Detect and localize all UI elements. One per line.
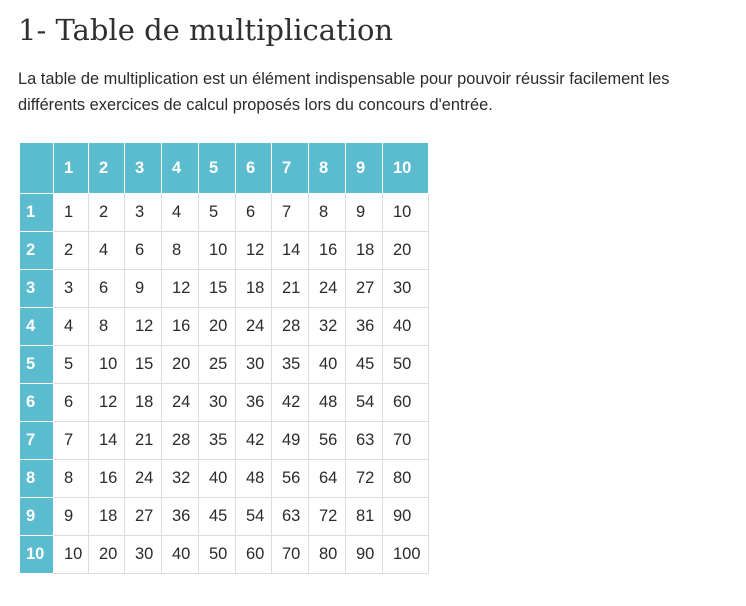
table-cell: 45 [199,498,236,536]
table-cell: 16 [309,232,346,270]
table-cell: 60 [383,384,429,422]
table-corner-cell [20,143,54,194]
row-header: 3 [20,270,54,308]
table-cell: 20 [199,308,236,346]
table-cell: 28 [272,308,309,346]
table-cell: 50 [199,536,236,574]
table-cell: 12 [162,270,199,308]
row-header: 6 [20,384,54,422]
table-cell: 90 [346,536,383,574]
table-cell: 30 [383,270,429,308]
table-header-row [20,143,429,194]
table-cell: 14 [89,422,125,460]
row-header: 9 [20,498,54,536]
table-cell: 12 [236,232,272,270]
table-cell: 40 [199,460,236,498]
table-cell: 24 [125,460,162,498]
table-cell: 49 [272,422,309,460]
table-cell: 16 [89,460,125,498]
table-cell: 18 [125,384,162,422]
table-cell: 2 [89,194,125,232]
table-row [20,194,429,232]
table-cell: 5 [54,346,89,384]
row-header: 10 [20,536,54,574]
table-cell: 64 [309,460,346,498]
table-cell: 70 [383,422,429,460]
table-cell: 3 [125,194,162,232]
table-cell: 30 [199,384,236,422]
row-header: 1 [20,194,54,232]
column-header: 2 [89,143,125,194]
column-header: 4 [162,143,199,194]
table-cell: 15 [199,270,236,308]
table-cell: 16 [162,308,199,346]
table-cell: 42 [236,422,272,460]
table-cell: 40 [162,536,199,574]
table-cell: 10 [199,232,236,270]
table-cell: 10 [383,194,429,232]
table-cell: 24 [162,384,199,422]
table-cell: 6 [54,384,89,422]
table-cell: 15 [125,346,162,384]
table-cell: 72 [309,498,346,536]
table-cell: 7 [54,422,89,460]
table-cell: 5 [199,194,236,232]
table-cell: 12 [125,308,162,346]
column-header: 6 [236,143,272,194]
table-cell: 20 [383,232,429,270]
table-cell: 56 [272,460,309,498]
table-cell: 50 [383,346,429,384]
column-header: 10 [383,143,429,194]
table-cell: 18 [89,498,125,536]
table-cell: 35 [272,346,309,384]
table-cell: 12 [89,384,125,422]
multiplication-table [19,142,429,574]
row-header: 2 [20,232,54,270]
table-cell: 45 [346,346,383,384]
row-header: 4 [20,308,54,346]
table-cell: 60 [236,536,272,574]
table-cell: 9 [125,270,162,308]
table-cell: 36 [162,498,199,536]
table-cell: 14 [272,232,309,270]
table-cell: 24 [236,308,272,346]
table-row [20,460,429,498]
column-header: 1 [54,143,89,194]
table-body [20,194,429,574]
table-cell: 1 [54,194,89,232]
table-cell: 42 [272,384,309,422]
table-cell: 30 [236,346,272,384]
table-cell: 21 [272,270,309,308]
table-cell: 2 [54,232,89,270]
table-cell: 27 [346,270,383,308]
table-cell: 36 [236,384,272,422]
table-cell: 10 [89,346,125,384]
intro-paragraph: La table de multiplication est un élément indispensable pour pouvoir réussir facilement les différents exercices de calcul proposés lors du concours d'entrée. [18,70,670,114]
table-cell: 18 [236,270,272,308]
table-cell: 27 [125,498,162,536]
table-cell: 36 [346,308,383,346]
table-cell: 100 [383,536,429,574]
table-cell: 40 [309,346,346,384]
table-cell: 70 [272,536,309,574]
table-cell: 6 [89,270,125,308]
table-cell: 32 [162,460,199,498]
table-cell: 48 [309,384,346,422]
table-cell: 9 [346,194,383,232]
table-cell: 80 [309,536,346,574]
table-row [20,422,429,460]
table-cell: 8 [162,232,199,270]
table-row [20,536,429,574]
table-cell: 20 [89,536,125,574]
table-cell: 35 [199,422,236,460]
table-cell: 32 [309,308,346,346]
page-title: 1- Table de multiplication [18,13,394,47]
table-row [20,498,429,536]
table-cell: 48 [236,460,272,498]
table-cell: 54 [236,498,272,536]
table-cell: 8 [54,460,89,498]
table-cell: 4 [54,308,89,346]
table-cell: 63 [272,498,309,536]
table-cell: 4 [162,194,199,232]
table-cell: 7 [272,194,309,232]
table-cell: 21 [125,422,162,460]
table-cell: 40 [383,308,429,346]
table-row [20,232,429,270]
table-row [20,308,429,346]
table-cell: 63 [346,422,383,460]
table-cell: 9 [54,498,89,536]
table-cell: 90 [383,498,429,536]
column-header: 7 [272,143,309,194]
column-header: 3 [125,143,162,194]
table-cell: 8 [89,308,125,346]
table-cell: 6 [125,232,162,270]
table-cell: 72 [346,460,383,498]
row-header: 5 [20,346,54,384]
column-header: 5 [199,143,236,194]
row-header: 8 [20,460,54,498]
table-cell: 8 [309,194,346,232]
table-cell: 25 [199,346,236,384]
table-cell: 10 [54,536,89,574]
column-header: 9 [346,143,383,194]
table-cell: 3 [54,270,89,308]
table-cell: 6 [236,194,272,232]
table-cell: 4 [89,232,125,270]
row-header: 7 [20,422,54,460]
table-cell: 20 [162,346,199,384]
table-cell: 28 [162,422,199,460]
table-cell: 80 [383,460,429,498]
table-cell: 56 [309,422,346,460]
column-header: 8 [309,143,346,194]
table-row [20,270,429,308]
table-cell: 54 [346,384,383,422]
table-cell: 24 [309,270,346,308]
table-row [20,384,429,422]
table-cell: 18 [346,232,383,270]
table-cell: 30 [125,536,162,574]
table-row [20,346,429,384]
table-cell: 81 [346,498,383,536]
